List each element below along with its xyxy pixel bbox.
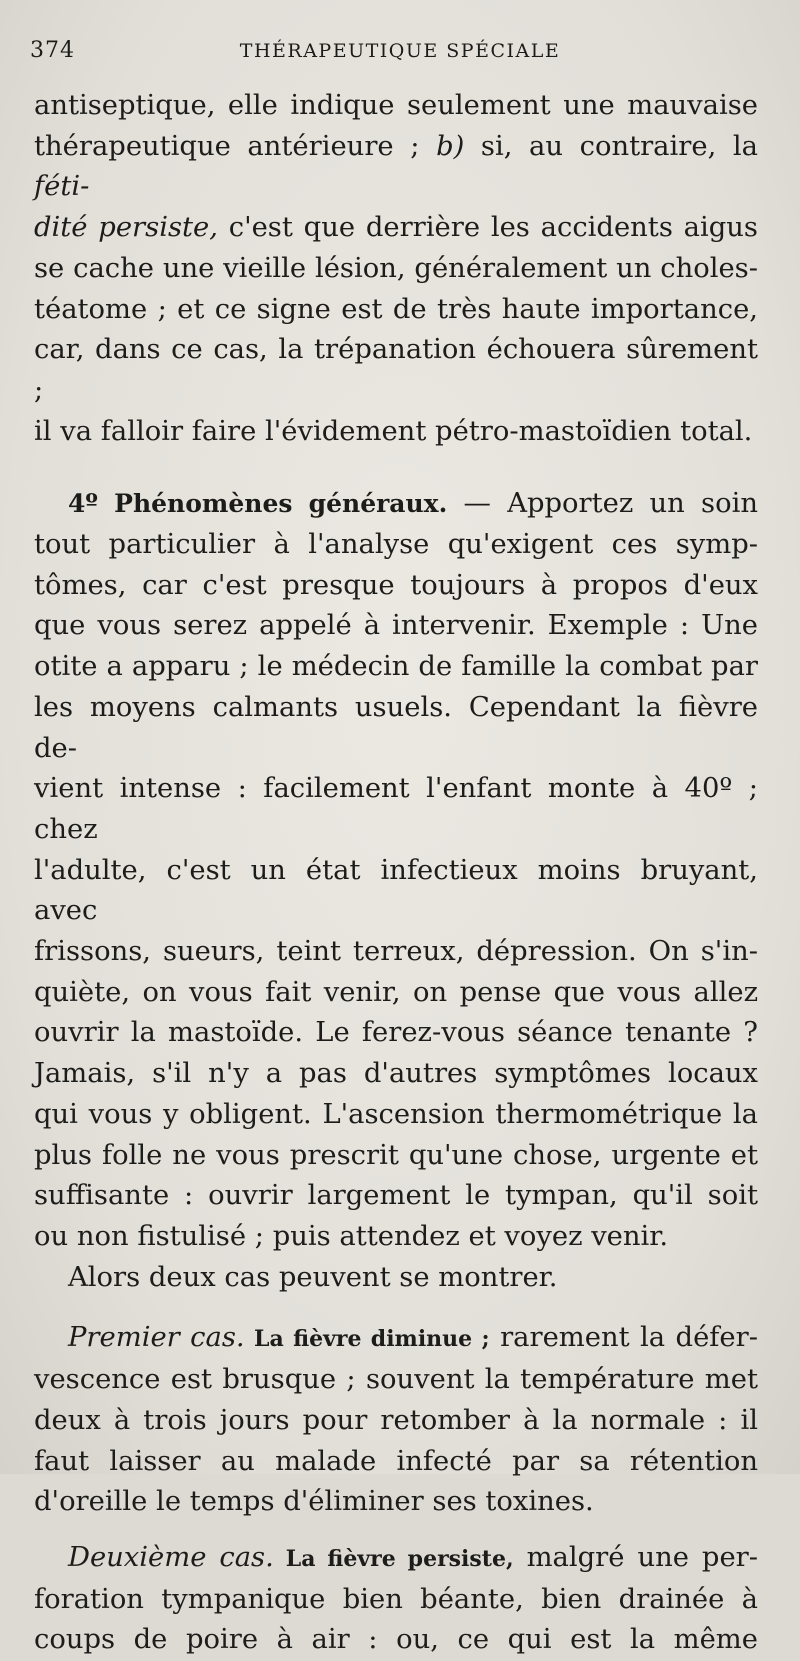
text-line: il va falloir faire l'évidement pétro-mastoïdien total.: [34, 415, 753, 447]
text-line: se cache une vieille lésion, généralement un choles-: [34, 252, 758, 284]
text-line: qui vous y obligent. L'ascension thermométrique la: [34, 1098, 758, 1130]
text-line: suffisante : ouvrir largement le tympan, qu'il soit: [34, 1180, 758, 1212]
text-line: [34, 208, 758, 249]
text-line: frissons, sueurs, teint terreux, dépression. On s'in-: [34, 936, 758, 968]
text-line: coups de poire à air : ou, ce qui est la même: [34, 1624, 758, 1656]
text-line: foration tympanique bien béante, bien drainée à: [34, 1583, 758, 1615]
section-heading-line: [34, 484, 758, 525]
text-line: que vous serez appelé à intervenir. Exemple : Une: [34, 610, 758, 642]
case-term: La fièvre diminue ;: [244, 1326, 490, 1353]
text-run: malgré une per-: [513, 1541, 759, 1573]
text-line: plus folle ne vous prescrit qu'une chose, urgente et: [34, 1139, 758, 1171]
section-number: 4º: [68, 489, 98, 519]
paragraph-alors: Alors deux cas peuvent se montrer.: [68, 1261, 558, 1293]
text-line: deux à trois jours pour retomber à la normale : il: [34, 1404, 758, 1436]
text-line: [34, 1318, 758, 1360]
italic-term: féti-: [34, 171, 90, 203]
text-line: faut laisser au malade infecté par sa rétention: [34, 1445, 758, 1477]
text-line: d'oreille le temps d'éliminer ses toxines.: [34, 1486, 594, 1518]
text-line: les moyens calmants usuels. Cependant la fièvre de-: [34, 691, 758, 764]
italic-letter: b): [436, 130, 465, 162]
paragraph-phenomenes-generaux: [34, 484, 758, 1257]
text-line: téatome ; et ce signe est de très haute importance,: [34, 293, 758, 325]
text-line: [34, 1538, 758, 1580]
section-term: Phénomènes généraux.: [114, 489, 448, 519]
body-text: [34, 86, 758, 1661]
text-line: car, dans ce cas, la trépanation échouera sûrement ;: [34, 334, 758, 406]
italic-term: dité persiste,: [34, 212, 218, 244]
running-title: THÉRAPEUTIQUE SPÉCIALE: [239, 40, 561, 62]
text-line: tout particulier à l'analyse qu'exigent ces symp-: [34, 529, 758, 561]
text-line: vescence est brusque ; souvent la température met: [34, 1364, 758, 1396]
text-line: ouvrir la mastoïde. Le ferez-vous séance tenante ?: [34, 1017, 758, 1049]
case-title: Deuxième cas.: [68, 1541, 274, 1573]
page-header: [30, 38, 770, 72]
paragraph-antiseptique: [34, 86, 758, 452]
case-title: Premier cas.: [68, 1322, 245, 1354]
text-line: Jamais, s'il n'y a pas d'autres symptômes locaux: [34, 1058, 758, 1090]
text-line: antiseptique, elle indique seulement une mauvaise: [34, 90, 758, 121]
text-line: tômes, car c'est presque toujours à propos d'eux: [34, 569, 758, 601]
paragraph-deuxieme-cas: [34, 1538, 758, 1661]
page-number: 374: [30, 38, 75, 63]
text-run: thérapeutique antérieure ;: [34, 130, 420, 162]
text-run: c'est que derrière les accidents aigus: [217, 212, 758, 244]
paragraph-premier-cas: [34, 1318, 758, 1523]
text-line: vient intense : facilement l'enfant monte à 40º ; chez: [34, 773, 758, 845]
text-line: l'adulte, c'est un état infectieux moins bruyant, avec: [34, 854, 758, 927]
text-line: [34, 127, 758, 208]
text-run: — Apportez un soin: [447, 488, 759, 520]
case-term: La fièvre persiste,: [273, 1545, 514, 1572]
text-line: ou non fistulisé ; puis attendez et voyez venir.: [34, 1220, 669, 1252]
text-line: quiète, on vous fait venir, on pense que vous allez: [34, 976, 758, 1008]
text-line: otite a apparu ; le médecin de famille la combat par: [34, 651, 758, 683]
text-run: rarement la défer-: [489, 1322, 758, 1354]
text-run: si, au contraire, la: [464, 130, 758, 162]
